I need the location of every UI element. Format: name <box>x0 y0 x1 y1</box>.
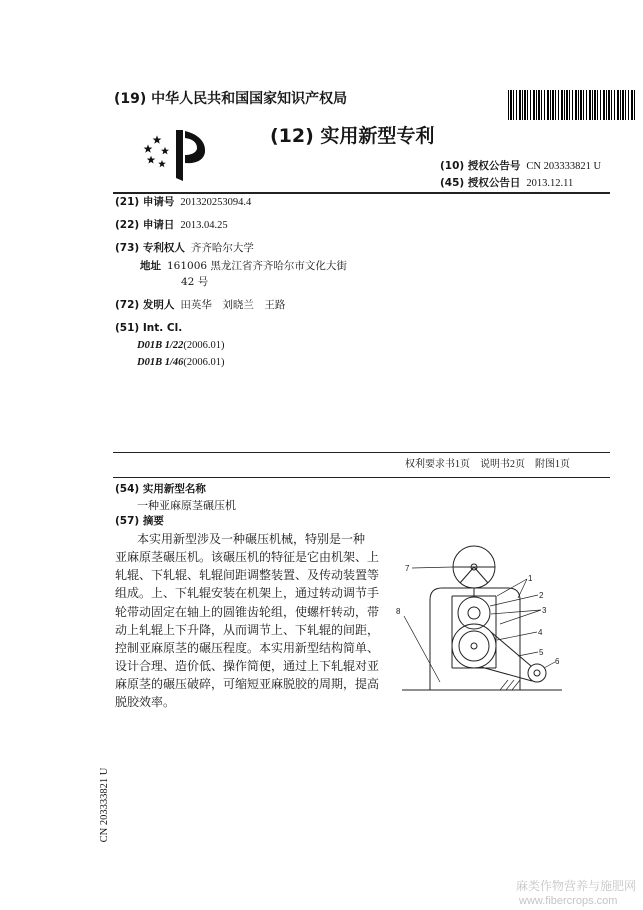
lower-roller-hub <box>471 643 477 649</box>
barcode <box>508 90 635 120</box>
abstract-line: 轧辊、下轧辊、轧辊间距调整装置、及传动装置等 <box>115 568 380 582</box>
figure-label-7: 7 <box>405 564 410 573</box>
handwheel <box>453 546 495 588</box>
title-label: (54) 实用新型名称 <box>115 483 206 495</box>
patentee: 齐齐哈尔大学 <box>190 242 254 254</box>
utility-model-title: 一种亚麻原茎碾压机 <box>137 499 236 512</box>
header-divider <box>113 192 610 194</box>
ipc-code-1: D01B 1/22 <box>137 340 184 351</box>
abstract-line: 本实用新型涉及一种碾压机械，特别是一种 <box>137 532 366 546</box>
application-date-row <box>115 220 228 232</box>
logo-star-icon <box>153 135 162 143</box>
inventors: 田英华 刘晓兰 王路 <box>180 299 286 311</box>
abstract-line: 亚麻原茎碾压机。该碾压机的特征是它由机架、上 <box>115 550 380 564</box>
figure-label-4: 4 <box>538 628 543 637</box>
publication-date: 2013.12.11 <box>526 178 574 189</box>
figure-label-8: 8 <box>396 607 401 616</box>
figure-label-1: 1 <box>528 574 533 583</box>
publication-date-row <box>440 178 573 190</box>
figure-labels <box>396 564 560 666</box>
abstract-line: 设计合理、造价低、操作简便，通过上下轧辊对亚 <box>115 659 380 673</box>
handwheel-spoke <box>460 567 474 583</box>
counts-top-divider <box>113 452 610 453</box>
patentee-label: (73) 专利权人 <box>115 242 185 254</box>
base-hatching <box>500 680 520 690</box>
abstract-figure <box>390 538 580 698</box>
ipc-version-1: (2006.01) <box>183 340 225 351</box>
abstract-line: 控制亚麻原茎的碾压程度。本实用新型结构简单、 <box>115 641 380 655</box>
pulley-outer <box>528 664 546 682</box>
inventors-row <box>115 300 285 311</box>
logo-star-icon <box>158 160 166 167</box>
ipc-row-2 <box>137 357 225 369</box>
side-publication-number: CN 203333821 U <box>99 767 110 843</box>
abstract-line: 组成。上、下轧辊安装在机架上，通过转动调节手 <box>115 586 380 600</box>
watermark-site-name: 麻类作物营养与施肥网 <box>516 879 637 893</box>
application-number-label: (21) 申请号 <box>115 196 175 208</box>
inventors-label: (72) 发明人 <box>115 299 175 311</box>
ipc-code-2: D01B 1/46 <box>137 357 184 368</box>
upper-roller-inner <box>468 607 480 619</box>
publication-number-row <box>440 161 601 173</box>
application-number: 201320253094.4 <box>180 197 252 208</box>
logo-star-icon <box>161 147 169 155</box>
cnipa-logo <box>140 126 210 184</box>
logo-emblem-flag <box>185 131 205 163</box>
document-type: (12) 实用新型专利 <box>270 125 435 147</box>
address-line-1: 161006 黑龙江省齐齐哈尔市文化大街 <box>167 260 347 272</box>
publication-number-label: (10) 授权公告号 <box>440 160 521 172</box>
lower-roller <box>452 624 496 668</box>
patentee-row <box>115 243 254 254</box>
logo-emblem-bar <box>176 130 183 181</box>
page-counts: 权利要求书1页 说明书2页 附图1页 <box>405 459 570 470</box>
application-number-row <box>115 197 251 209</box>
abstract-line: 动上轧辊上下升降，从而调节上、下轧辊的间距， <box>115 623 380 637</box>
publication-number: CN 203333821 U <box>526 161 602 172</box>
application-date: 2013.04.25 <box>180 220 228 231</box>
abstract-line: 脱胶效率。 <box>115 695 176 709</box>
machine-frame <box>430 588 520 690</box>
logo-stars <box>144 135 169 167</box>
address-label: 地址 <box>140 260 161 272</box>
figure-label-5: 5 <box>539 648 544 657</box>
watermark-url: www.fibercrops.com <box>519 895 618 907</box>
abstract-label: (57) 摘要 <box>115 515 164 527</box>
address-line-2: 42 号 <box>181 276 209 288</box>
lower-roller-inner <box>459 631 489 661</box>
counts-bottom-divider <box>113 477 610 478</box>
office-name: (19) 中华人民共和国国家知识产权局 <box>114 91 348 107</box>
logo-star-icon <box>144 144 153 152</box>
drive-belt-lower <box>481 667 532 681</box>
handwheel-spoke <box>474 567 488 583</box>
logo-star-icon <box>147 156 155 164</box>
abstract-line: 轮带动固定在轴上的圆锥齿轮组，使螺杆转动，带 <box>115 605 380 619</box>
application-date-label: (22) 申请日 <box>115 219 175 231</box>
figure-label-3: 3 <box>542 606 547 615</box>
ipc-label <box>115 323 182 334</box>
figure-label-6: 6 <box>555 657 560 666</box>
ipc-version-2: (2006.01) <box>183 357 225 368</box>
address-row <box>140 261 347 272</box>
publication-date-label: (45) 授权公告日 <box>440 177 521 189</box>
ipc-label-text: (51) Int. Cl. <box>115 322 183 334</box>
pulley-hub <box>534 670 540 676</box>
figure-label-2: 2 <box>539 591 544 600</box>
ipc-row-1 <box>137 340 225 352</box>
motor-pulley <box>528 664 546 682</box>
abstract-line: 麻原茎的碾压破碎，可缩短亚麻脱胶的周期，提高 <box>115 677 380 691</box>
